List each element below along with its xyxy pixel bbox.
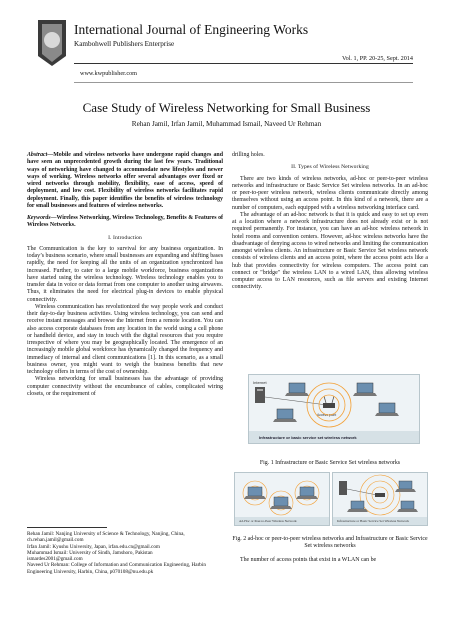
keywords-label: Keywords—	[27, 215, 57, 221]
paper-authors: Rehan Jamil, Irfan Jamil, Muhammad Ismail, Naveed Ur Rehman	[131, 120, 322, 128]
server-icon	[339, 481, 347, 495]
footnote-rule	[27, 527, 107, 528]
figure-1-illustration	[249, 375, 419, 443]
types-paragraph-2: The advantage of an ad-hoc network is that it is quick and easy to set up even at a location where a network infrastructure does not already exist or is not required permanently. For instance, you can have an ad-hoc wireless network in hotel rooms and convention centers. However, ad-hoc wireless networks have the disadvantage of denying access to wired networks and limiting the communication amongst wireless clients. An infrastructure or Basic Service Set wireless network consists of wireless clients and an access point, where the access point acts like a hub that provides connectivity for wireless computers. The access point can connect or "bridge" the wireless LAN to a wired LAN, thus allowing wireless computer access to LAN resources, such as file servers and existing Internet connectivity.	[232, 211, 428, 291]
volume-info: Vol. 1, PP. 20-25, Sept. 2014	[341, 55, 413, 62]
figure-2a-subcaption: Ad-Hoc or Peer-to-Peer Wireless Network	[239, 519, 297, 523]
header-rule	[74, 63, 413, 64]
right-column	[232, 152, 428, 292]
continued-text: drilling holes.	[232, 152, 265, 158]
footnote: ismardes2001@gmail.com	[27, 556, 83, 563]
intro-paragraph-1: The Communication is the key to survival for any business organization. In today’s business scenario, where small businesses are expanding and shifting bases rapidly, the need for keeping all the units of an organization synchronized has increased. Further, to cater to a large mobile workforce, business organizations have started using the wireless technology. Wireless technology enables you to transfer data in voice or data format from one computer to another using airwaves. Thus, it eliminates the need for electrical plug-in devices to enable physical connectivity.	[27, 245, 223, 303]
footnote: Rehan Jamil: Nanjing University of Science & Technology, Nanjing, China, ch.rehan.jamil@gmail.com	[27, 531, 185, 544]
types-paragraph-1: There are two kinds of wireless networks, ad-hoc or peer-to-peer wireless networks and infrastructure or Basic Service Set wireless networks. In an ad-hoc or peer-to-peer wireless network, wireless clients communicate directly among themselves without using an access point. In this kind of a network, there are a number of computers, each equipped with a wireless networking interface card.	[232, 175, 428, 211]
access-point-icon	[323, 403, 335, 408]
left-column	[27, 152, 223, 398]
intro-paragraph-3: Wireless networking for small businesses has the advantage of providing computer connectivity without the encumbrance of cables, complicated wiring closets, or the requirement of	[27, 376, 223, 397]
figure-1-caption: Fig. 1 Infrastructure or Basic Service Set wireless networks	[259, 460, 401, 466]
journal-url[interactable]: www.kwpublisher.com	[80, 70, 137, 77]
footnote: Naveed Ur Rehman: College of Information and Communication Engineering, Harbin Engineering University, Harbin, China, p070108@nu.edu.pk	[27, 562, 206, 575]
abstract	[27, 152, 223, 210]
keywords	[27, 215, 223, 230]
abstract-label: Abstract—	[27, 152, 54, 158]
journal-logo	[34, 16, 70, 68]
publisher-name: Kambohwell Publishers Enterprise	[74, 40, 175, 48]
section-heading-types: II. Types of Wireless Networking	[291, 164, 369, 171]
figure-2b-infrastructure-network	[332, 472, 428, 526]
figure-2a-illustration	[235, 473, 329, 525]
access-point-label: Access point	[317, 413, 337, 417]
journal-title: International Journal of Engineering Works	[74, 22, 309, 37]
intro-paragraph-2: Wireless communication has revolutionized the way people work and conduct their day-to-day business activities. Using wireless technology, you can send and receive instant messages and browse the Internet from a remote location. You can also access corporate databases from any location in the world using a cell phone or handheld device, and stay in touch with the digital resources that you require irrespective of where you may be geographically located. The emergence of an increasingly mobile global workforce has dynamically changed the frequency and immediacy of internal and client communications [1]. In this scenario, as a small business owner, you might want to weigh the business benefits that new technology offers in terms of the cost of ownership.	[27, 303, 223, 375]
figure-2a-adhoc-network	[234, 472, 330, 526]
footnote: Muhammad Ismail: University of Sindh, Jamshoro, Pakistan	[27, 549, 153, 556]
paper-title: Case Study of Wireless Networking for Small Business	[82, 100, 371, 115]
footnote: Irfan Jamil: Kyushu University, Japan, irfan.edu.cn@gmail.com	[27, 543, 160, 550]
figure-2b-illustration	[333, 473, 427, 525]
access-points-paragraph: The number of access points that exist in a WLAN can be	[240, 557, 377, 563]
url-rule	[74, 82, 413, 83]
figure-2b-subcaption: Infrastructure or Basic Service Set Wireless Network	[337, 519, 409, 523]
figure-1-infrastructure-network	[248, 374, 420, 444]
figure-1-subcaption: Infrastructure or basic service set wireless network	[259, 435, 357, 440]
figure-2-caption: Fig. 2 ad-hoc or peer-to-peer wireless networks and Infrastructure or Basic Service Set wireless networks	[232, 536, 428, 550]
internet-label: Internet	[253, 380, 267, 385]
section-heading-introduction: I. Introduction	[108, 234, 142, 241]
access-point-icon	[375, 493, 385, 497]
keywords-text: Wireless Networking, Wireless Technology, Benefits & Features of Wireless Networks.	[27, 215, 223, 229]
abstract-text: Mobile and wireless networks have undergone rapid changes and have seen an unprecedented growth during the last few years. Traditional ways of networking have changed to accommodate new lifestyles and newer ways of working. Wireless networks offer several advantages over fixed or wired networks through mobility, flexibility, ease of access, speed of deployment, and low cost. Flexibility of wireless networks facilitates rapid deployment. Finally, this paper identifies the benefits of wireless technology for small businesses and features of wireless networks.	[27, 152, 223, 209]
author-footnotes	[27, 531, 227, 575]
